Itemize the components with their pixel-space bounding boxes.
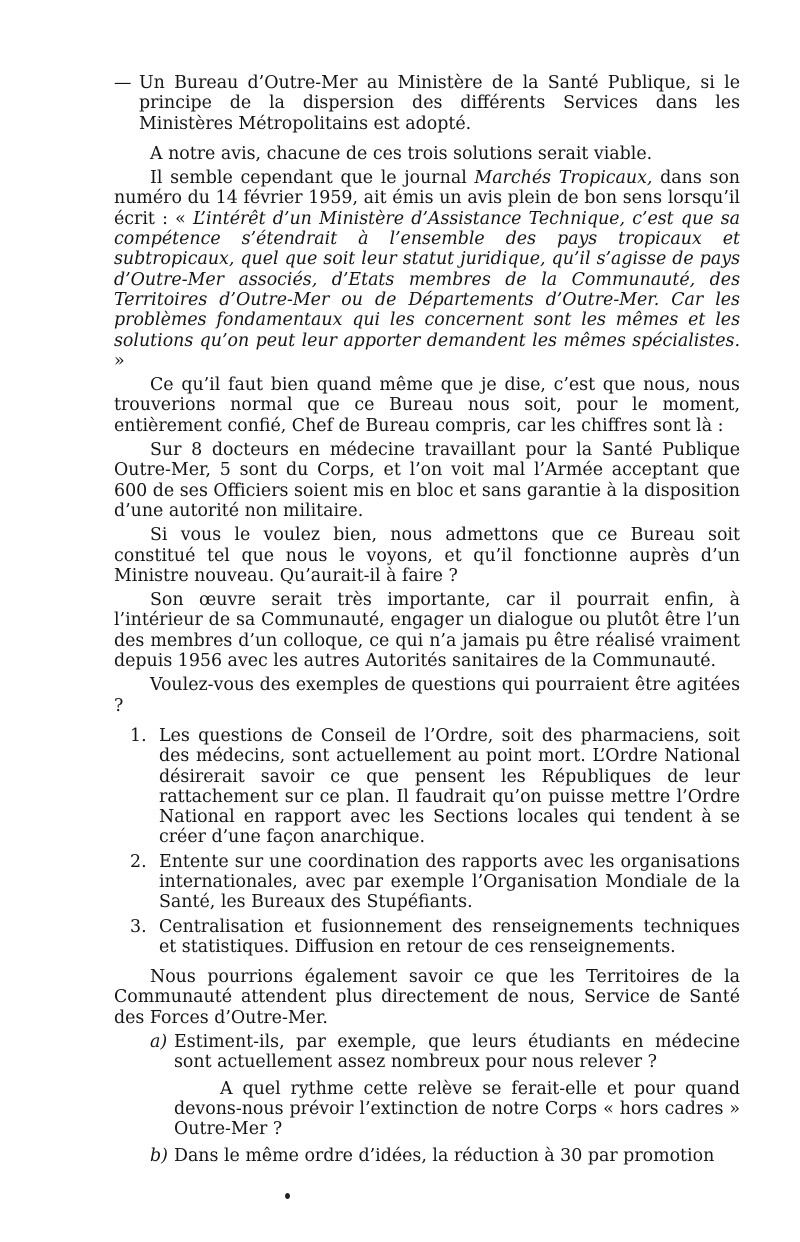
journal-name: Marchés Tropicaux, — [474, 168, 653, 189]
paragraph-1: A notre avis, chacune de ces trois solutions serait viable. — [150, 143, 653, 164]
lettered-item-b-marker: b) — [150, 1145, 168, 1166]
paragraph-3: Ce qu’il faut bien quand même que je dise, c’est que nous, nous trouverions normal que ce Bureau nous soit, pour le moment, entièrement confié, Chef de Bureau compris, car les chiffres sont là : — [114, 375, 740, 436]
text-column — [114, 73, 740, 1166]
lettered-item-a-subparagraph: A quel rythme cette relève se ferait-elle et pour quand devons-nous prévoir l’extinction de notre Corps « hors cadres » Outre-Mer ? — [174, 1078, 740, 1140]
paragraph-5: Si vous le voulez bien, nous admettons que ce Bureau soit constitué tel que nous le voyons, et qu’il fonctionne auprès d’un Ministre nouveau. Qu’aurait-il à faire ? — [114, 525, 740, 586]
dash-item-text: Un Bureau d’Outre-Mer au Ministère de la Santé Publique, si le principe de la dispersion des différents Services dans les Ministères Métropolitains est adopté. — [139, 73, 740, 134]
lettered-item-b-text: Dans le même ordre d’idées, la réduction à 30 par promotion — [174, 1145, 715, 1166]
list-item — [130, 726, 740, 848]
paragraph-7: Voulez-vous des exemples de questions qui pourraient être agitées ? — [114, 675, 740, 716]
paragraph-4: Sur 8 docteurs en médecine travaillant pour la Santé Publique Outre-Mer, 5 sont du Corps, et l’on voit mal l’Armée acceptant que 600 de ses Officiers soient mis en bloc et sans garantie à la disposition d’une autorité non militaire. — [114, 440, 740, 521]
dash-list-item — [114, 73, 740, 134]
dash-marker: — — [114, 73, 132, 93]
list-item — [130, 917, 740, 958]
paragraph-2-end: » — [114, 350, 125, 371]
paragraph-6: Son œuvre serait très importante, car il pourrait enfin, à l’intérieur de sa Communauté, engager un dialogue ou plutôt être l’un des membres d’un colloque, ce qui n’a jamais pu être réalisé vraiment depuis 1956 avec les autres Autorités sanitaires de la Communauté. — [114, 590, 740, 672]
list-item-text: Centralisation et fusionnement des renseignements techniques et statistiques. Diffusion en retour de ces renseignements. — [159, 916, 740, 957]
lettered-item-a-marker: a) — [150, 1032, 168, 1053]
list-item-text: Les questions de Conseil de l’Ordre, soit des pharmaciens, soit des médecins, sont actuellement au point mort. L’Ordre National désirerait savoir ce que pensent les Républiques de leur rattachement sur ce plan. Il faudrait qu’on puisse mettre l’Ordre National en rapport avec les Sections locales qui tendent à se créer d’une façon anarchique. — [159, 725, 740, 848]
lettered-item-a-text: Estiment-ils, par exemple, que leurs étudiants en médecine sont actuellement assez nombreux pour nous relever ? — [174, 1032, 740, 1073]
paragraph-2-intro: Il semble cependant que le journal — [150, 168, 475, 189]
paragraph-2 — [114, 168, 740, 371]
journal-quote: L’intérêt d’un Ministère d’Assistance Technique, c’est que sa compétence s’étendrait à l’ensemble des pays tropicaux et subtropicaux, quel que soit leur statut juridique, qu’il s’agisse de pays d’Outre-Mer associés, d’Etats membres de la Communauté, des Territoires d’Outre-Mer ou de Départements d’Outre-Mer. Car les problèmes fondamentaux qui les concernent sont les mêmes et les solutions qu’on peut leur apporter demandent les mêmes spécialistes. — [114, 208, 741, 351]
list-item-marker: 3. — [130, 916, 147, 937]
list-item-marker: 2. — [130, 851, 147, 872]
lettered-item-b — [150, 1146, 740, 1166]
list-item — [130, 852, 740, 913]
page-mark-dot — [285, 1193, 290, 1199]
list-item-marker: 1. — [130, 725, 147, 746]
paragraph-2-middle: dans son numéro du 14 février 1959, ait émis un avis plein de bon sens lorsqu’il écrit : « — [114, 168, 740, 229]
lettered-item-a — [150, 1032, 740, 1073]
list-item-text: Entente sur une coordination des rapports avec les organisations internationales, avec par exemple l’Organisation Mondiale de la Santé, les Bureaux des Stupéfiants. — [159, 851, 740, 913]
paragraph-8: Nous pourrions également savoir ce que les Territoires de la Communauté attendent plus directement de nous, Service de Santé des Forces d’Outre-Mer. — [114, 967, 740, 1028]
